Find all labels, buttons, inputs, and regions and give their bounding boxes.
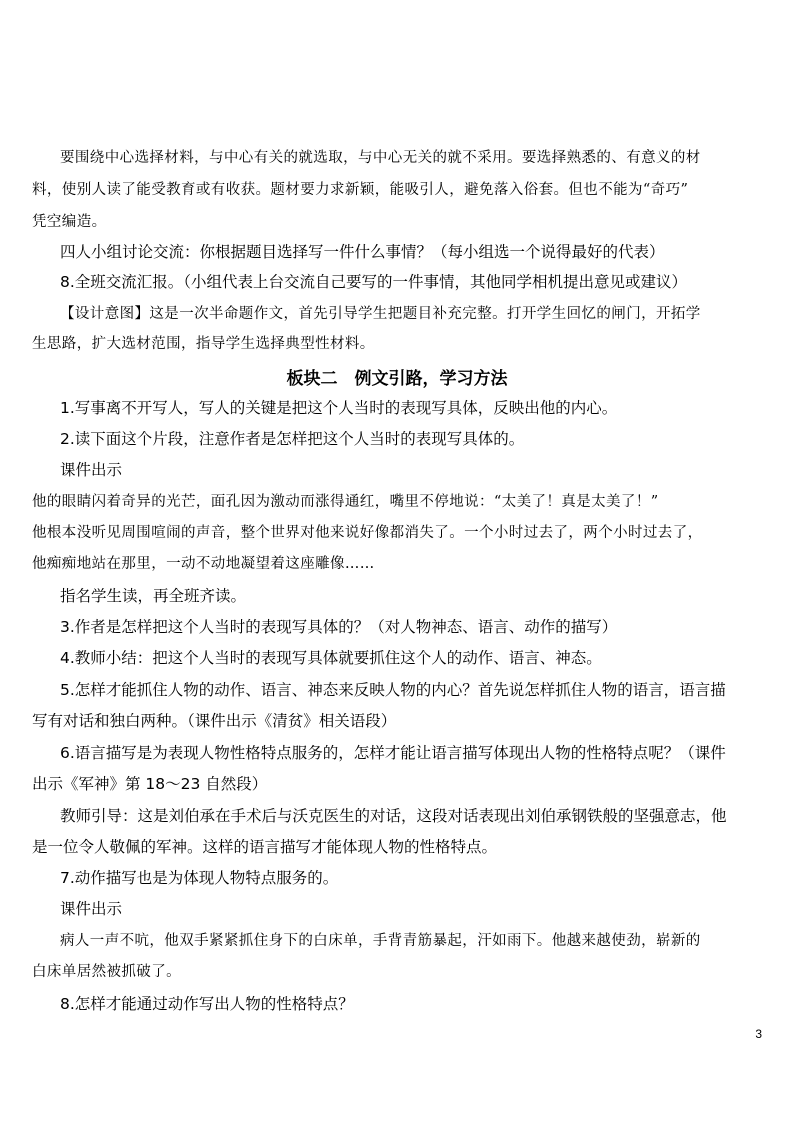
paragraph-line: 1.写事离不开写人，写人的关键是把这个人当时的表现写具体，反映出他的内心。: [60, 399, 618, 417]
paragraph-line: 教师引导：这是刘伯承在手术后与沃克医生的对话，这段对话表现出刘伯承钢铁般的坚强意志，他: [60, 807, 727, 825]
page-number: 3: [755, 1027, 762, 1041]
excerpt-line: 病人一声不吭，他双手紧紧抓住身下的白床单，手背青筋暴起，汗如雨下。他越来越使劲，崭新的: [60, 933, 701, 949]
excerpt-line: 他根本没听见周围喧闹的声音，整个世界对他来说好像都消失了。一个小时过去了，两个小时过去了，: [32, 525, 703, 541]
paragraph-line: 写有对话和独白两种。（课件出示《清贫》相关语段）: [32, 712, 397, 730]
paragraph-line: 4.教师小结：把这个人当时的表现写具体就要抓住这个人的动作、语言、神态。: [60, 649, 602, 667]
paragraph-line: 3.作者是怎样把这个人当时的表现写具体的？（对人物神态、语言、动作的描写）: [60, 618, 618, 636]
paragraph-line: 出示《军神》第 18～23 自然段）: [32, 775, 268, 793]
paragraph-line: 课件出示: [60, 900, 123, 918]
paragraph-line: 7.动作描写也是为体现人物特点服务的。: [60, 869, 339, 887]
paragraph-line: 课件出示: [60, 461, 123, 479]
design-intent-line: 【设计意图】这是一次半命题作文，首先引导学生把题目补充完整。打开学生回忆的闸门，开拓学: [60, 306, 701, 322]
paragraph-line: 8.怎样才能通过动作写出人物的性格特点？: [60, 995, 354, 1013]
paragraph-line: 2.读下面这个片段，注意作者是怎样把这个人当时的表现写具体的。: [60, 430, 525, 448]
section-heading: 板块二 例文引路，学习方法: [286, 369, 508, 389]
paragraph-line: 料，使别人读了能受教育或有收获。题材要力求新颖，能吸引人，避免落入俗套。但也不能为“奇巧”: [32, 182, 689, 198]
excerpt-line: 他的眼睛闪着奇异的光芒，面孔因为激动而涨得通红，嘴里不停地说：“太美了！真是太美了！”: [32, 494, 659, 510]
design-intent-line: 生思路，扩大选材范围，指导学生选择典型性材料。: [32, 336, 375, 352]
paragraph-line: 8.全班交流汇报。（小组代表上台交流自己要写的一件事情，其他同学相机提出意见或建议）: [60, 273, 688, 291]
excerpt-line: 他痴痴地站在那里，一动不动地凝望着这座雕像……: [32, 556, 375, 572]
paragraph-line: 5.怎样才能抓住人物的动作、语言、神态来反映人物的内心？首先说怎样抓住人物的语言，语言描: [60, 681, 726, 699]
paragraph-line: 6.语言描写是为表现人物性格特点服务的，怎样才能让语言描写体现出人物的性格特点呢？（课件: [60, 744, 726, 762]
paragraph-line: 四人小组讨论交流：你根据题目选择写一件什么事情？（每小组选一个说得最好的代表）: [60, 243, 665, 261]
paragraph-line: 是一位令人敬佩的军神。这样的语言描写才能体现人物的性格特点。: [32, 838, 498, 856]
paragraph-line: 指名学生读，再全班齐读。: [60, 587, 247, 605]
excerpt-line: 白床单居然被抓破了。: [32, 964, 181, 980]
paragraph-line: 要围绕中心选择材料，与中心有关的就选取，与中心无关的就不采用。要选择熟悉的、有意义的材: [60, 150, 701, 166]
paragraph-line: 凭空编造。: [32, 214, 107, 230]
